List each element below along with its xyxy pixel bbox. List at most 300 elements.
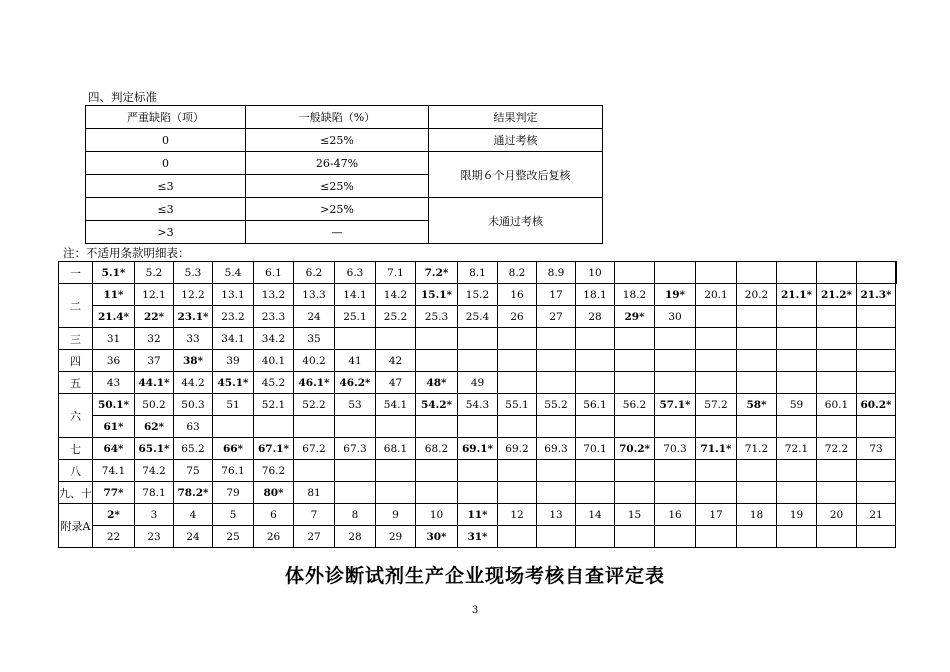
clause-cell: 6.3 <box>335 262 376 284</box>
criteria-cell: 26-47% <box>246 152 429 175</box>
clause-cell <box>696 262 737 284</box>
clause-cell: 69.2 <box>498 438 537 460</box>
clause-cell: 51 <box>213 394 254 416</box>
clause-cell: 25 <box>213 526 254 548</box>
clause-cell: 13 <box>537 504 576 526</box>
chapter-label: 六 <box>59 394 93 438</box>
clause-cell: 35 <box>294 328 335 350</box>
clause-cell <box>696 526 737 548</box>
clause-cell: 7.2* <box>416 262 458 284</box>
clause-cell: 15 <box>615 504 655 526</box>
clause-cell <box>416 460 458 482</box>
clause-cell: 46.1* <box>294 372 335 394</box>
criteria-cell: ≤3 <box>86 198 246 221</box>
clause-cell <box>615 372 655 394</box>
clause-cell <box>376 416 416 438</box>
clause-cell: 46.2* <box>335 372 376 394</box>
clause-cell: 41 <box>335 350 376 372</box>
clause-row <box>59 372 897 394</box>
clause-cell <box>857 416 896 438</box>
chapter-label: 九、十 <box>59 482 93 504</box>
clause-cell <box>857 372 896 394</box>
clause-cell: 54.2* <box>416 394 458 416</box>
page-number: 3 <box>471 605 479 616</box>
criteria-header-general: 一般缺陷（%） <box>246 106 429 129</box>
clause-cell <box>458 482 498 504</box>
clause-cell <box>655 416 696 438</box>
clause-cell: 11* <box>93 284 135 306</box>
clause-cell: 72.2 <box>817 438 857 460</box>
clause-cell <box>458 416 498 438</box>
clause-cell: 21.3* <box>857 284 896 306</box>
clause-cell <box>498 350 537 372</box>
clause-cell: 78.2* <box>174 482 213 504</box>
clause-cell: 23.1* <box>174 306 213 328</box>
chapter-label: 五 <box>59 372 93 394</box>
clause-cell: 53 <box>335 394 376 416</box>
chapter-label: 三 <box>59 328 93 350</box>
clause-cell <box>576 526 615 548</box>
clause-cell: 5 <box>213 504 254 526</box>
clause-cell: 47 <box>376 372 416 394</box>
clause-cell: 40.1 <box>254 350 294 372</box>
clause-cell: 29* <box>615 306 655 328</box>
clause-cell: 43 <box>93 372 135 394</box>
clause-cell: 8 <box>335 504 376 526</box>
clause-cell: 18.2 <box>615 284 655 306</box>
clause-cell <box>655 262 696 284</box>
clause-cell: 15.2 <box>458 284 498 306</box>
clause-cell <box>777 460 817 482</box>
clause-cell <box>777 372 817 394</box>
clause-cell: 58* <box>737 394 777 416</box>
clause-cell: 63 <box>174 416 213 438</box>
clause-cell: 36 <box>93 350 135 372</box>
clause-row <box>59 284 897 306</box>
criteria-row <box>86 152 603 175</box>
clause-cell: 5.1* <box>93 262 135 284</box>
clause-cell: 7.1 <box>376 262 416 284</box>
clause-cell: 69.1* <box>458 438 498 460</box>
clause-cell <box>857 262 896 284</box>
criteria-row <box>86 129 603 152</box>
clause-cell <box>655 328 696 350</box>
clause-cell <box>294 416 335 438</box>
criteria-cell: ≤25% <box>246 129 429 152</box>
clause-cell: 19 <box>777 504 817 526</box>
clause-cell: 29 <box>376 526 416 548</box>
clause-cell: 72.1 <box>777 438 817 460</box>
clause-cell: 7 <box>294 504 335 526</box>
inapplicable-clauses-table <box>58 261 897 548</box>
clause-cell <box>817 350 857 372</box>
clause-cell: 19* <box>655 284 696 306</box>
clause-cell: 8.2 <box>498 262 537 284</box>
clause-cell: 21.2* <box>817 284 857 306</box>
clause-cell: 13.2 <box>254 284 294 306</box>
criteria-cell: 0 <box>86 129 246 152</box>
clause-cell: 70.2* <box>615 438 655 460</box>
clause-cell <box>696 482 737 504</box>
clause-cell: 13.1 <box>213 284 254 306</box>
clause-cell <box>737 460 777 482</box>
clause-cell <box>537 328 576 350</box>
clause-cell <box>615 482 655 504</box>
clause-cell: 48* <box>416 372 458 394</box>
clause-cell: 25.1 <box>335 306 376 328</box>
clause-cell: 70.3 <box>655 438 696 460</box>
clause-cell: 23.2 <box>213 306 254 328</box>
clause-cell: 67.1* <box>254 438 294 460</box>
criteria-cell: >3 <box>86 221 246 244</box>
clause-cell <box>615 416 655 438</box>
clause-cell: 5.3 <box>174 262 213 284</box>
clause-cell <box>576 350 615 372</box>
clause-cell: 24 <box>174 526 213 548</box>
clause-cell <box>817 372 857 394</box>
clause-cell: 23.3 <box>254 306 294 328</box>
clause-cell: 33 <box>174 328 213 350</box>
criteria-result: 限期６个月整改后复核 <box>429 152 603 198</box>
clause-cell: 6.1 <box>254 262 294 284</box>
clause-cell <box>737 526 777 548</box>
clause-cell: 52.2 <box>294 394 335 416</box>
clause-cell: 67.2 <box>294 438 335 460</box>
clause-cell: 15.1* <box>416 284 458 306</box>
clause-cell: 68.1 <box>376 438 416 460</box>
clause-cell: 65.1* <box>135 438 174 460</box>
clause-row <box>59 416 897 438</box>
clause-cell: 24 <box>294 306 335 328</box>
clause-cell <box>655 460 696 482</box>
clause-cell: 10 <box>576 262 615 284</box>
clause-cell: 60.1 <box>817 394 857 416</box>
clause-cell <box>576 482 615 504</box>
clause-cell <box>458 328 498 350</box>
clause-row <box>59 262 897 284</box>
clause-cell: 6 <box>254 504 294 526</box>
clause-cell: 12.2 <box>174 284 213 306</box>
clause-row <box>59 394 897 416</box>
clause-cell <box>537 482 576 504</box>
clause-cell: 59 <box>777 394 817 416</box>
clause-cell: 26 <box>254 526 294 548</box>
clause-cell <box>416 416 458 438</box>
clause-cell <box>615 262 655 284</box>
clause-cell <box>615 526 655 548</box>
clause-cell: 21.1* <box>777 284 817 306</box>
clause-cell <box>376 460 416 482</box>
clause-cell <box>376 482 416 504</box>
criteria-header-result: 结果判定 <box>429 106 603 129</box>
clause-cell <box>458 350 498 372</box>
clause-cell: 40.2 <box>294 350 335 372</box>
clause-cell: 14.2 <box>376 284 416 306</box>
clause-cell: 44.1* <box>135 372 174 394</box>
clause-cell: 79 <box>213 482 254 504</box>
clause-cell <box>737 262 777 284</box>
clause-row <box>59 350 897 372</box>
clause-row <box>59 526 897 548</box>
clause-cell: 8.9 <box>537 262 576 284</box>
clause-cell <box>335 416 376 438</box>
clause-cell: 55.2 <box>537 394 576 416</box>
clause-cell <box>777 328 817 350</box>
clause-cell: 50.1* <box>93 394 135 416</box>
criteria-cell: >25% <box>246 198 429 221</box>
clause-cell: 76.1 <box>213 460 254 482</box>
clause-cell <box>254 416 294 438</box>
clause-cell <box>537 350 576 372</box>
clause-cell: 13.3 <box>294 284 335 306</box>
clause-cell: 56.2 <box>615 394 655 416</box>
clause-cell <box>696 416 737 438</box>
clause-row <box>59 482 897 504</box>
clause-cell <box>294 460 335 482</box>
clause-cell: 4 <box>174 504 213 526</box>
clause-cell <box>498 416 537 438</box>
clause-cell <box>817 416 857 438</box>
section-heading: 四、判定标准 <box>88 90 157 104</box>
clause-cell <box>335 482 376 504</box>
clause-cell: 80* <box>254 482 294 504</box>
clause-cell <box>615 350 655 372</box>
clause-cell: 21.4* <box>93 306 135 328</box>
document-title: 体外诊断试剂生产企业现场考核自查评定表 <box>284 565 665 587</box>
criteria-cell: 0 <box>86 152 246 175</box>
clause-cell <box>696 328 737 350</box>
clause-cell: 18.1 <box>576 284 615 306</box>
clause-cell: 31 <box>93 328 135 350</box>
note-text: 注：不适用条款明细表： <box>63 246 190 260</box>
clause-cell: 14.1 <box>335 284 376 306</box>
clause-cell: 60.2* <box>857 394 896 416</box>
clause-cell: 9 <box>376 504 416 526</box>
clause-cell <box>537 372 576 394</box>
clause-cell <box>817 262 857 284</box>
clause-cell: 8.1 <box>458 262 498 284</box>
criteria-cell: ≤3 <box>86 175 246 198</box>
clause-cell: 37 <box>135 350 174 372</box>
clause-cell: 45.2 <box>254 372 294 394</box>
clause-cell: 61* <box>93 416 135 438</box>
clause-cell: 68.2 <box>416 438 458 460</box>
clause-cell: 42 <box>376 350 416 372</box>
clause-cell: 20 <box>817 504 857 526</box>
clause-cell <box>537 416 576 438</box>
criteria-header-row <box>86 106 603 129</box>
clause-cell <box>615 328 655 350</box>
clause-cell: 73 <box>857 438 896 460</box>
clause-cell: 10 <box>416 504 458 526</box>
clause-cell: 54.1 <box>376 394 416 416</box>
clause-cell <box>817 526 857 548</box>
criteria-table <box>85 105 603 244</box>
clause-cell: 20.1 <box>696 284 737 306</box>
clause-cell <box>696 460 737 482</box>
clause-cell: 34.2 <box>254 328 294 350</box>
clause-cell: 57.1* <box>655 394 696 416</box>
clause-cell: 31* <box>458 526 498 548</box>
clause-cell: 12 <box>498 504 537 526</box>
clause-cell <box>335 328 376 350</box>
clause-cell: 54.3 <box>458 394 498 416</box>
clause-cell <box>615 460 655 482</box>
clause-cell: 5.2 <box>135 262 174 284</box>
clause-cell: 70.1 <box>576 438 615 460</box>
clause-cell: 22 <box>93 526 135 548</box>
clause-cell <box>498 526 537 548</box>
clause-cell: 20.2 <box>737 284 777 306</box>
clause-cell <box>655 482 696 504</box>
clause-cell: 6.2 <box>294 262 335 284</box>
clause-cell: 25.4 <box>458 306 498 328</box>
clause-cell <box>576 416 615 438</box>
criteria-row <box>86 198 603 221</box>
clause-cell: 74.2 <box>135 460 174 482</box>
clause-cell <box>576 372 615 394</box>
clause-cell <box>498 482 537 504</box>
criteria-result: 未通过考核 <box>429 198 603 244</box>
clause-cell <box>416 350 458 372</box>
criteria-cell: ≤25% <box>246 175 429 198</box>
clause-cell: 16 <box>655 504 696 526</box>
clause-cell <box>737 350 777 372</box>
chapter-label: 附录A <box>59 504 93 548</box>
clause-cell: 17 <box>696 504 737 526</box>
chapter-label: 四 <box>59 350 93 372</box>
clause-cell <box>737 306 777 328</box>
clause-cell <box>777 526 817 548</box>
clause-cell: 69.3 <box>537 438 576 460</box>
clause-cell: 23 <box>135 526 174 548</box>
clause-cell: 27 <box>294 526 335 548</box>
clause-cell <box>857 306 896 328</box>
clause-cell <box>335 460 376 482</box>
clause-cell <box>498 460 537 482</box>
clause-cell: 62* <box>135 416 174 438</box>
clause-cell <box>458 460 498 482</box>
criteria-result: 通过考核 <box>429 129 603 152</box>
clause-cell: 34.1 <box>213 328 254 350</box>
clause-cell <box>817 328 857 350</box>
clause-cell: 50.2 <box>135 394 174 416</box>
clause-cell: 67.3 <box>335 438 376 460</box>
clause-cell <box>696 372 737 394</box>
clause-cell <box>655 350 696 372</box>
clause-cell <box>857 460 896 482</box>
clause-cell: 21 <box>857 504 896 526</box>
clause-cell: 57.2 <box>696 394 737 416</box>
clause-cell: 3 <box>135 504 174 526</box>
clause-cell: 50.3 <box>174 394 213 416</box>
clause-cell <box>737 372 777 394</box>
clause-cell: 32 <box>135 328 174 350</box>
chapter-label: 二 <box>59 284 93 328</box>
clause-cell: 30 <box>655 306 696 328</box>
clause-cell: 52.1 <box>254 394 294 416</box>
clause-cell <box>498 328 537 350</box>
chapter-label: 一 <box>59 262 93 284</box>
clause-cell: 25.3 <box>416 306 458 328</box>
clause-cell: 28 <box>335 526 376 548</box>
clause-cell: 76.2 <box>254 460 294 482</box>
clause-cell <box>777 306 817 328</box>
clause-cell: 81 <box>294 482 335 504</box>
clause-cell: 16 <box>498 284 537 306</box>
clause-cell: 18 <box>737 504 777 526</box>
clause-cell: 22* <box>135 306 174 328</box>
clause-cell <box>817 482 857 504</box>
clause-cell <box>777 262 817 284</box>
clause-cell <box>857 482 896 504</box>
clause-cell: 77* <box>93 482 135 504</box>
clause-cell <box>817 306 857 328</box>
clause-cell: 49 <box>458 372 498 394</box>
clause-cell: 56.1 <box>576 394 615 416</box>
clause-cell <box>857 350 896 372</box>
clause-cell: 2* <box>93 504 135 526</box>
clause-cell <box>737 416 777 438</box>
clause-cell <box>696 350 737 372</box>
clause-cell <box>416 482 458 504</box>
clause-cell: 38* <box>174 350 213 372</box>
clause-cell: 78.1 <box>135 482 174 504</box>
chapter-label: 七 <box>59 438 93 460</box>
clause-cell <box>376 328 416 350</box>
clause-cell <box>696 306 737 328</box>
clause-row <box>59 328 897 350</box>
clause-cell <box>655 372 696 394</box>
clause-row <box>59 438 897 460</box>
clause-cell: 12.1 <box>135 284 174 306</box>
clause-cell: 74.1 <box>93 460 135 482</box>
clause-cell: 27 <box>537 306 576 328</box>
clause-cell <box>777 350 817 372</box>
clause-cell <box>537 526 576 548</box>
clause-cell <box>213 416 254 438</box>
clause-cell <box>537 460 576 482</box>
clause-cell <box>777 416 817 438</box>
clause-cell <box>498 372 537 394</box>
clause-cell: 45.1* <box>213 372 254 394</box>
clause-cell <box>896 262 897 284</box>
clause-cell: 30* <box>416 526 458 548</box>
clause-cell <box>777 482 817 504</box>
clause-cell: 64* <box>93 438 135 460</box>
criteria-cell: — <box>246 221 429 244</box>
clause-cell <box>416 328 458 350</box>
clause-cell: 65.2 <box>174 438 213 460</box>
chapter-label: 八 <box>59 460 93 482</box>
clause-cell: 39 <box>213 350 254 372</box>
clause-cell: 26 <box>498 306 537 328</box>
clause-cell: 28 <box>576 306 615 328</box>
clause-cell: 55.1 <box>498 394 537 416</box>
clause-cell: 14 <box>576 504 615 526</box>
clause-row <box>59 460 897 482</box>
criteria-header-severe: 严重缺陷（项） <box>86 106 246 129</box>
clause-cell <box>737 482 777 504</box>
clause-cell <box>576 328 615 350</box>
clause-cell: 5.4 <box>213 262 254 284</box>
clause-cell <box>857 526 896 548</box>
clause-cell: 71.1* <box>696 438 737 460</box>
clause-cell: 71.2 <box>737 438 777 460</box>
clause-cell: 17 <box>537 284 576 306</box>
clause-row <box>59 306 897 328</box>
clause-cell: 75 <box>174 460 213 482</box>
